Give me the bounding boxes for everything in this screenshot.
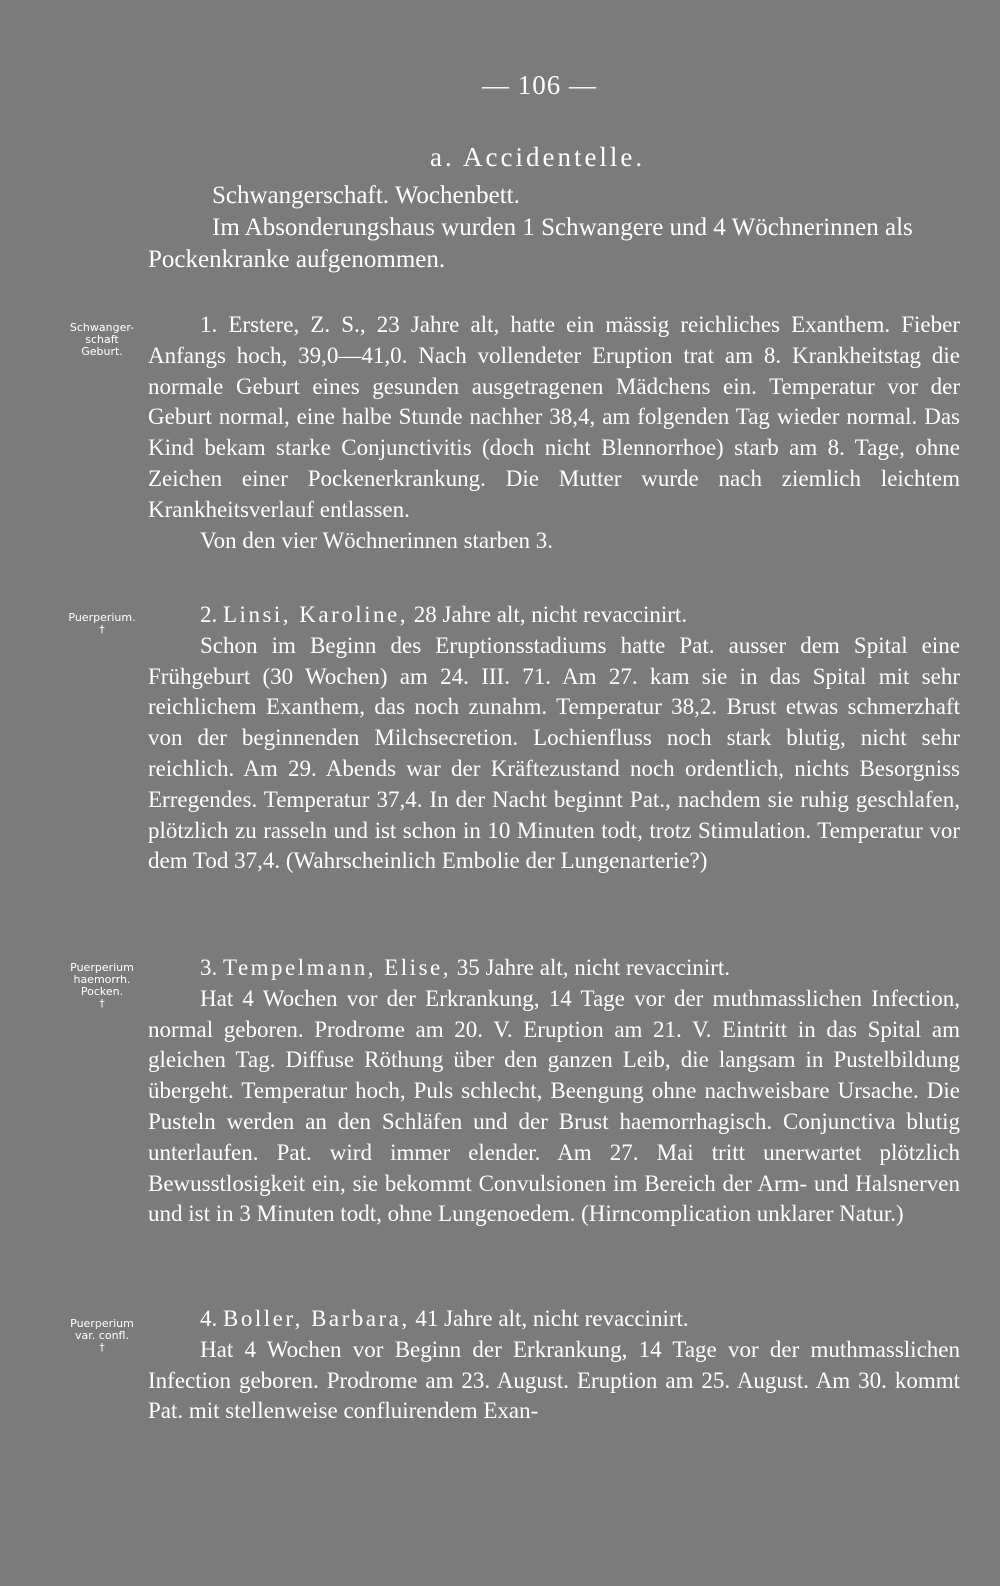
- case-text: Erstere, Z. S., 23 Jahre alt, hatte ein mässig reichliches Exanthem. Fieber Anfangs hoch, 39,0—41,0. Nach vollendeter Eruption trat am 8. Krankheitstag die normale Geburt eines gesunden ausgetragenen Mädchens ein. Temperatur vor der Geburt normal, eine halbe Stunde nachher 38,4, am folgenden Tag wieder normal. Das Kind bekam starke Conjunctivitis (doch nicht Blennorrhoe) starb am 8. Tage, ohne Zeichen einer Pockenerkrankung. Die Mutter wurde nach ziemlich leichtem Krankheitsverlauf entlassen.: [148, 312, 960, 522]
- intro-heading: Schwangerschaft. Wochenbett.: [212, 182, 520, 209]
- case-body: Schon im Beginn des Eruptionsstadiums hatte Pat. ausser dem Spital eine Frühgeburt (30 Wochen) am 24. III. 71. Am 27. kam sie in das Spital mit sehr reichlichem Exanthem, das noch zunahm. Temperatur 38,2. Brust etwas schmerzhaft von der beginnenden Milchsecretion. Lochienfluss noch stark blutig, nicht sehr reichlich. Am 29. Abends war der Kräftezustand noch ordentlich, nichts Besorgniss Erregendes. Temperatur 37,4. In der Nacht beginnt Pat., nachdem sie ruhig geschlafen, plötzlich zu rasseln und ist schon in 10 Minuten todt, trotz Stimulation. Temperatur vor dem Tod 37,4. (Wahrscheinlich Embolie der Lungenarterie?): [148, 632, 960, 874]
- case-head: [148, 1304, 960, 1335]
- case-head: [148, 600, 960, 631]
- margin-note-case-3: [56, 962, 148, 1010]
- case-head: [148, 953, 960, 984]
- case-1: [148, 310, 960, 556]
- dagger-mark: †: [99, 623, 105, 636]
- case-2: [148, 600, 960, 877]
- margin-note-case-2: [56, 612, 148, 636]
- margin-note-case-4: [56, 1318, 148, 1354]
- patient-name: Boller, Barbara,: [223, 1306, 410, 1331]
- margin-note-line: Puerperium.: [68, 611, 136, 624]
- margin-note-line: var. confl.: [75, 1329, 129, 1342]
- margin-note-line: Geburt.: [81, 345, 123, 358]
- margin-note-line: haemorrh.: [73, 973, 131, 986]
- case-body: Hat 4 Wochen vor der Erkrankung, 14 Tage vor der muthmasslichen Infection, normal geboren. Prodrome am 20. V. Eruption am 21. V. Eintritt in das Spital am gleichen Tag. Diffuse Röthung über den ganzen Leib, die langsam in Pustelbildung übergeht. Temperatur hoch, Puls schlecht, Beengung ohne nachweisbare Ursache. Die Pusteln werden an den Schläfen und der Brust haemorrhagisch. Conjunctiva blutig unterlaufen. Pat. wird immer elender. Am 27. Mai tritt unerwartet plötzlich Bewusstlosigkeit ein, sie bekommt Convulsionen im Bereich der Arm- und Halsnerven und ist in 3 Minuten todt, ohne Lungenoedem. (Hirncomplication unklarer Natur.): [148, 985, 960, 1227]
- case-body: Von den vier Wöchnerinnen starben 3.: [200, 527, 553, 553]
- patient-name: Tempelmann, Elise,: [223, 955, 451, 980]
- case-3: [148, 953, 960, 1230]
- intro-text: Im Absonderungshaus wurden 1 Schwangere und 4 Wöchnerinnen als Pockenkranke aufgenommen.: [148, 214, 913, 273]
- case-text: 35 Jahre alt, nicht revaccinirt.: [456, 955, 731, 980]
- margin-note-line: Puerperium: [70, 1317, 134, 1330]
- case-number: 3.: [200, 955, 218, 980]
- section-title: a. Accidentelle.: [430, 142, 646, 172]
- case-body: Hat 4 Wochen vor Beginn der Erkrankung, 14 Tage vor der muthmasslichen Infection geboren. Prodrome am 23. August. Eruption am 25. August. Am 30. kommt Pat. mit stellenweise confluirendem Exan-: [148, 1336, 960, 1424]
- dagger-mark: †: [99, 997, 105, 1010]
- patient-name: Linsi, Karoline,: [223, 602, 408, 627]
- intro-block: [148, 180, 960, 276]
- case-text: 28 Jahre alt, nicht revaccinirt.: [413, 602, 688, 627]
- margin-note-line: schaft: [85, 333, 119, 346]
- case-text: 41 Jahre alt, nicht revaccinirt.: [415, 1306, 689, 1331]
- case-number: 4.: [200, 1306, 218, 1331]
- margin-note-case-1: [56, 322, 148, 358]
- case-number: 2.: [200, 602, 218, 627]
- margin-note-line: Schwanger-: [69, 321, 135, 334]
- case-number: 1.: [200, 312, 218, 337]
- margin-note-line: Pocken.: [80, 985, 124, 998]
- margin-note-line: Puerperium: [70, 961, 134, 974]
- case-head: [148, 310, 960, 526]
- dagger-mark: †: [99, 1341, 105, 1354]
- page-number: — 106 —: [482, 70, 597, 100]
- case-4: [148, 1304, 960, 1427]
